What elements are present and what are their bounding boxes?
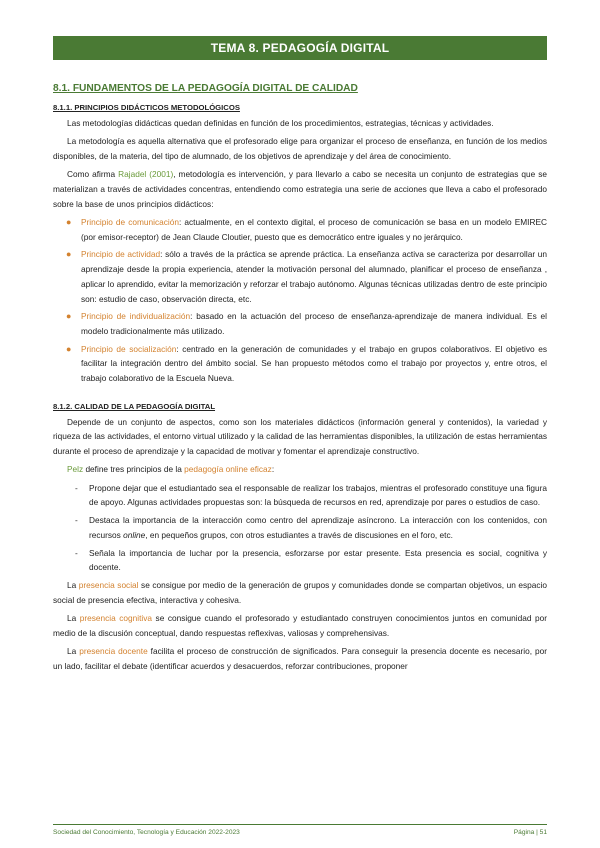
- dash-bullet-icon: -: [75, 515, 78, 526]
- list-item: ● Principio de actividad: sólo a través de la práctica se aprende práctica. La enseñanza activa se caracteriza por desarrollar un aprendizaje desde la propia experiencia, atender la motivación personal del alumnado, planificar el proceso de enseñanza , aplicar lo aprendido, evitar la memorización y reforzar el trabajo autónomo. Algunas técnicas utilizadas dentro de este principio son: estudio de caso, observación directa, etc.: [66, 249, 547, 304]
- page-content: [53, 82, 547, 677]
- paragraph: Depende de un conjunto de aspectos, como son los materiales didácticos (información general y contenidos), la variedad y riqueza de las actividades, el entorno virtual utilizado y la calidad de las herramientas disponibles, la utilización de estas herramientas durante el proceso de aprendizaje y la capacidad de motivar y fomentar el aprendizaje constructivo.: [53, 416, 547, 457]
- footer-course-title: Sociedad del Conocimiento, Tecnología y Educación 2022-2023: [53, 829, 240, 836]
- paragraph: Como afirma Rajadel (2001), metodología es intervención, y para llevarlo a cabo se necesita un conjunto de estrategias que se materializan a través de actividades concentras, entendiendo como estrategia una serie de acciones que lleva a cabo el profesorado sobre la base de unos principios didácticos:: [53, 169, 547, 209]
- list-item: - Señala la importancia de luchar por la presencia, esforzarse por estar presente. Esta presencia es social, cognitiva y docente.: [75, 547, 547, 573]
- list-item: - Propone dejar que el estudiantado sea el responsable de realizar los trabajos, mientras el profesorado constituye una figura de apoyo. Algunas actividades propuestas son: la búsqueda de recursos en red, aprendizaje por pares o estudios de caso.: [75, 482, 547, 508]
- bullet-icon: ●: [66, 217, 72, 227]
- list-item: ● Principio de comunicación: actualmente, en el contexto digital, el proceso de comunicación se basa en un modelo EMIREC (por emisor-receptor) de Jean Claude Cloutier, puesto que es democrático entre iguales y no jerárquico.: [66, 217, 547, 242]
- author-citation: Rajadel (2001): [118, 169, 174, 180]
- list-item: ● Principio de socialización: centrado en la generación de comunidades y el trabajo en grupos colaborativos. El objetivo es facilitar la integración dentro del ámbito social. Se han propuesto métodos como el trabajo por proyectos y, entre otros, el trabajo colaborativo de la Escuela Nueva.: [66, 343, 547, 384]
- bullet-icon: ●: [66, 343, 72, 354]
- subsection-heading-quality: 8.1.2. CALIDAD DE LA PEDAGOGÍA DIGITAL: [53, 401, 216, 411]
- paragraph: La presencia docente facilita el proceso de construcción de significados. Para conseguir la presencia docente es necesario, por un lado, facilitar el debate (identificar acuerdos y desacuerdos, reforzar contribuciones, proponer: [53, 645, 547, 671]
- pelz-principles-list: [53, 481, 547, 575]
- bullet-icon: ●: [66, 249, 72, 260]
- chapter-title-banner: [53, 36, 547, 60]
- paragraph: La presencia cognitiva se consigue cuando el profesorado y estudiantado construyen conocimientos juntos en comunidad por medio de la discusión conceptual, dando respuestas reflexivas, valiosas y comprehensivas.: [53, 612, 547, 638]
- paragraph: Pelz define tres principios de la pedagogía online eficaz:: [67, 464, 275, 475]
- paragraph: La presencia social se consigue por medio de la generación de grupos y comunidades donde se compartan objetivos, un espacio social de presencia efectiva, interactiva y cohesiva.: [53, 579, 547, 605]
- paragraph: La metodología es aquella alternativa que el profesorado elige para organizar el proceso de enseñanza, en función de los medios disponibles, de la materia, del tipo de alumnado, de los objetivos de aprendizaje y del área de conocimiento.: [53, 136, 547, 161]
- page-number: Página | 51: [513, 829, 547, 836]
- bullet-icon: ●: [66, 311, 72, 322]
- subsection-heading-principles: 8.1.1. PRINCIPIOS DIDÁCTICOS METODOLÓGICOS: [53, 103, 240, 112]
- list-item: ● Principio de individualización: basado en la actuación del proceso de enseñanza-aprendizaje de manera individual. Es el modelo tradicionalmente más utilizado.: [66, 311, 548, 336]
- paragraph: Las metodologías didácticas quedan definidas en función de los procedimientos, estrategias, técnicas y actividades.: [67, 118, 494, 128]
- dash-bullet-icon: -: [75, 547, 78, 558]
- author-citation: Pelz: [67, 464, 84, 475]
- principles-list: [53, 215, 547, 386]
- section-heading: 8.1. FUNDAMENTOS DE LA PEDAGOGÍA DIGITAL DE CALIDAD: [53, 83, 358, 94]
- list-item: - Destaca la importancia de la interacción como centro del aprendizaje asíncrono. La interacción con los contenidos, con recursos online, en pequeños grupos, con otros estudiantes a través de discusiones en el foro, etc.: [75, 515, 547, 540]
- chapter-title: TEMA 8. PEDAGOGÍA DIGITAL: [210, 41, 390, 55]
- dash-bullet-icon: -: [75, 482, 78, 493]
- footer-divider: [53, 824, 547, 825]
